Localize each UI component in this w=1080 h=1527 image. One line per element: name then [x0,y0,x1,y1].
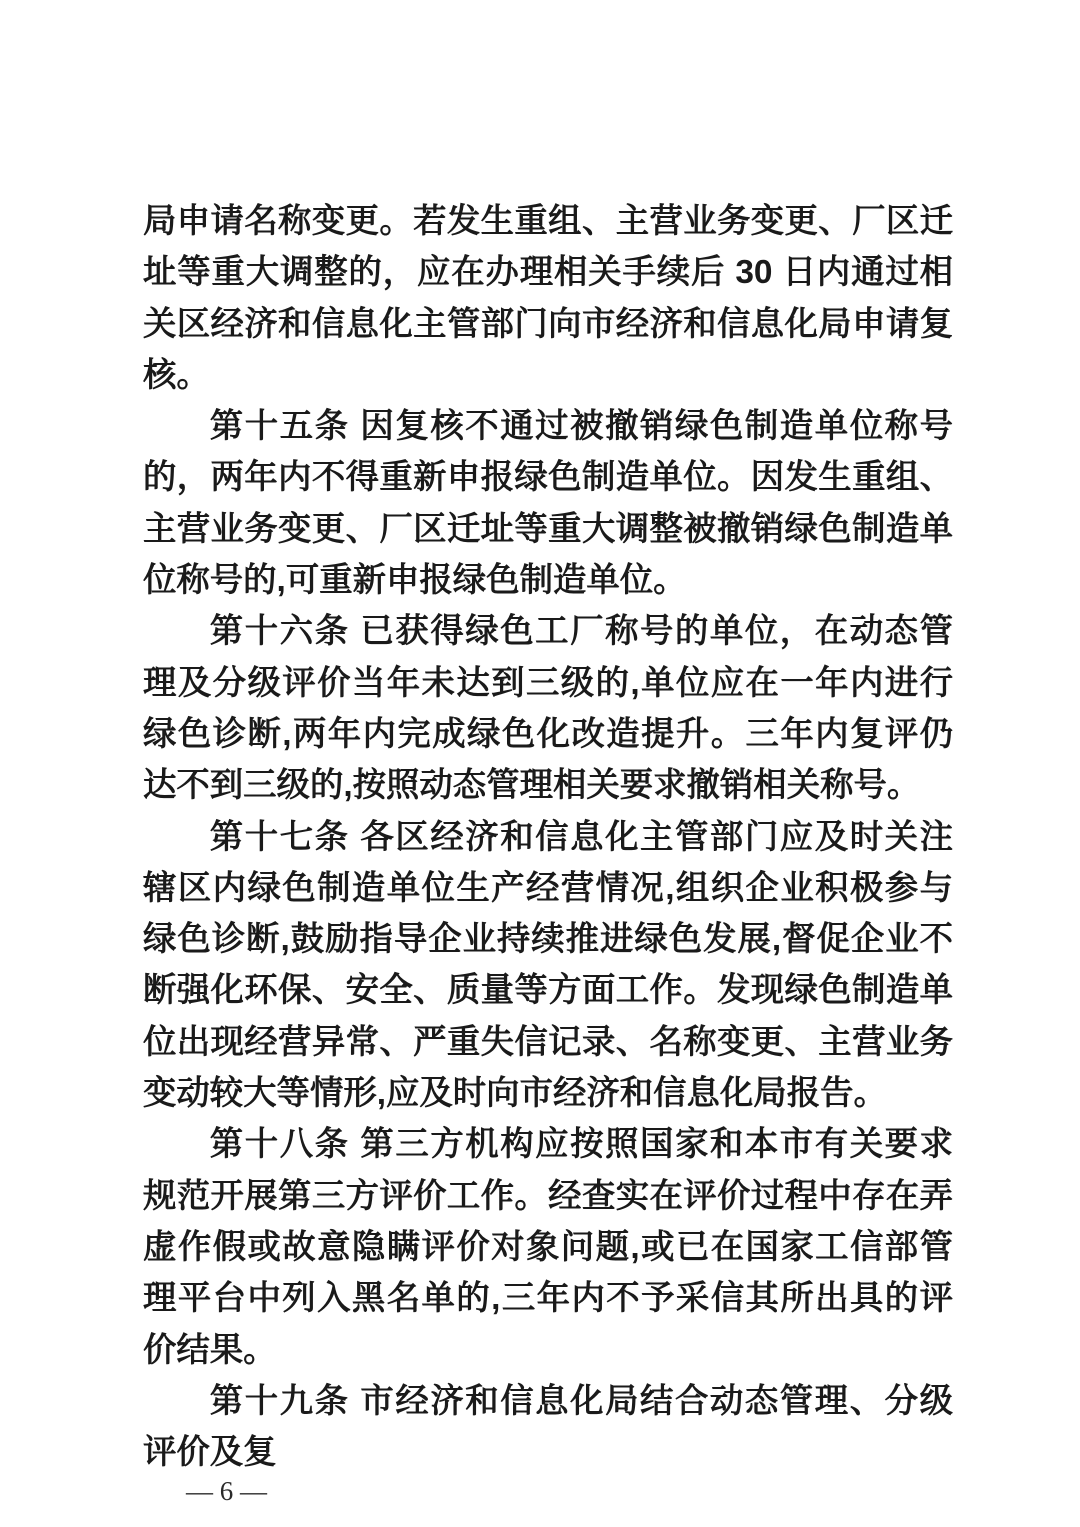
paragraph-continued: 局申请名称变更。若发生重组、主营业务变更、厂区迁址等重大调整的，应在办理相关手续后 30 日内通过相关区经济和信息化主管部门向市经济和信息化局申请复核。 [143,203,953,394]
paragraph-article-15: 第十五条 因复核不通过被撤销绿色制造单位称号的，两年内不得重新申报绿色制造单位。因发生重组、主营业务变更、厂区迁址等重大调整被撤销绿色制造单位称号的,可重新申报绿色制造单位。 [143,408,953,600]
paragraph-article-18: 第十八条 第三方机构应按照国家和本市有关要求规范开展第三方评价工作。经查实在评价过程中存在弄虚作假或故意隐瞒评价对象问题,或已在国家工信部管理平台中列入黑名单的,三年内不予采信其所出具的评价结果。 [143,1126,953,1369]
page-number-text: — 6 — [186,1476,267,1506]
document-body [143,196,953,1478]
page-number-footer [143,1437,953,1527]
paragraph-article-17: 第十七条 各区经济和信息化主管部门应及时关注辖区内绿色制造单位生产经营情况,组织企业积极参与绿色诊断,鼓励指导企业持续推进绿色发展,督促企业不断强化环保、安全、质量等方面工作。发现绿色制造单位出现经营异常、严重失信记录、名称变更、主营业务变动较大等情形,应及时向市经济和信息化局报告。 [143,818,953,1113]
paragraph-article-16: 第十六条 已获得绿色工厂称号的单位，在动态管理及分级评价当年未达到三级的,单位应在一年内进行绿色诊断,两年内完成绿色化改造提升。三年内复评仍达不到三级的,按照动态管理相关要求撤销相关称号。 [143,613,953,805]
paragraph-article-19: 第十九条 市经济和信息化局结合动态管理、分级评价及复 [143,1382,953,1472]
